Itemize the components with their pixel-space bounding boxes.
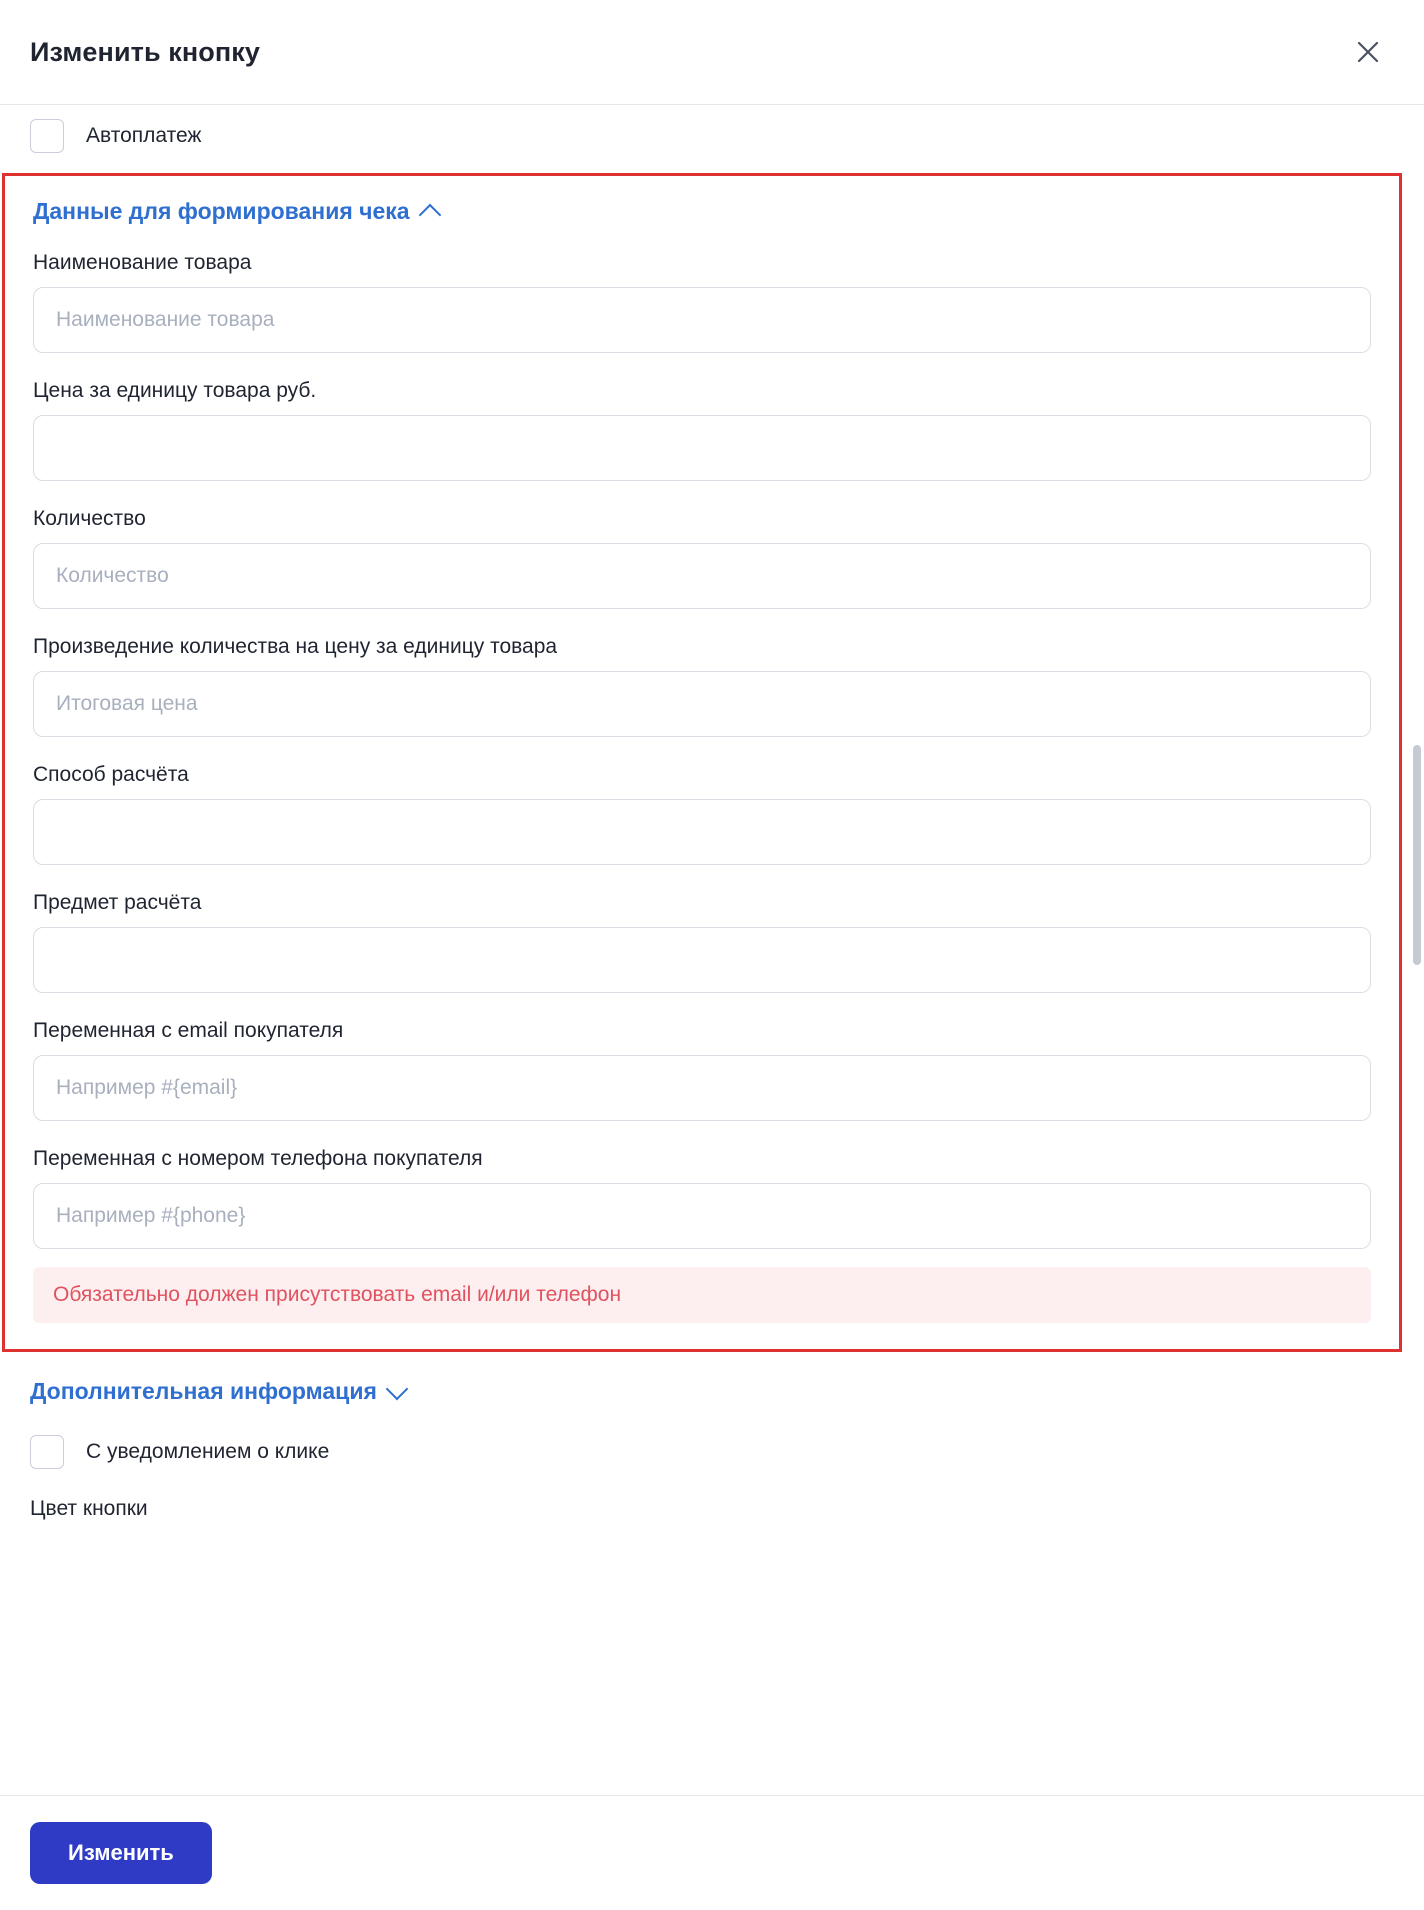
click-notice-row[interactable]	[0, 1405, 1424, 1475]
total-price-input[interactable]	[33, 671, 1371, 737]
receipt-section-toggle[interactable]	[33, 198, 1371, 225]
chevron-up-icon	[418, 203, 441, 226]
product-name-input[interactable]	[33, 287, 1371, 353]
chevron-down-icon	[386, 1377, 409, 1400]
scrollbar-thumb[interactable]	[1413, 745, 1421, 965]
autopay-label: Автоплатеж	[86, 124, 202, 147]
field-quantity	[33, 507, 1371, 609]
validation-error-message: Обязательно должен присутствовать email и/или телефон	[33, 1267, 1371, 1323]
payment-method-input[interactable]	[33, 799, 1371, 865]
quantity-input[interactable]	[33, 543, 1371, 609]
additional-info-title: Дополнительная информация	[30, 1378, 377, 1404]
close-icon[interactable]	[1346, 30, 1390, 74]
field-label: Предмет расчёта	[33, 891, 202, 914]
button-color-label: Цвет кнопки	[30, 1497, 148, 1520]
autopay-checkbox[interactable]	[30, 119, 64, 153]
field-label: Цена за единицу товара руб.	[33, 379, 317, 402]
field-label: Способ расчёта	[33, 763, 189, 786]
field-email-variable	[33, 1019, 1371, 1121]
field-label: Количество	[33, 507, 146, 530]
additional-info-toggle[interactable]	[30, 1378, 1394, 1405]
unit-price-input[interactable]	[33, 415, 1371, 481]
click-notice-label: С уведомлением о клике	[86, 1440, 330, 1463]
payment-subject-input[interactable]	[33, 927, 1371, 993]
field-product-name	[33, 251, 1371, 353]
field-label: Произведение количества на цену за единицу товара	[33, 635, 558, 658]
receipt-data-section	[2, 173, 1402, 1352]
modal-body	[0, 105, 1424, 1795]
additional-info-section	[0, 1352, 1424, 1405]
phone-variable-input[interactable]	[33, 1183, 1371, 1249]
field-label: Наименование товара	[33, 251, 252, 274]
field-total-price	[33, 635, 1371, 737]
field-payment-subject	[33, 891, 1371, 993]
submit-button[interactable]: Изменить	[30, 1822, 212, 1884]
field-label: Переменная с email покупателя	[33, 1019, 344, 1042]
autopay-row[interactable]	[0, 105, 1424, 159]
page-title: Изменить кнопку	[30, 36, 261, 67]
field-payment-method	[33, 763, 1371, 865]
modal-footer	[0, 1795, 1424, 1910]
email-variable-input[interactable]	[33, 1055, 1371, 1121]
modal-header	[0, 0, 1424, 105]
receipt-section-title: Данные для формирования чека	[33, 198, 410, 224]
click-notice-checkbox[interactable]	[30, 1435, 64, 1469]
field-unit-price	[33, 379, 1371, 481]
field-label: Переменная с номером телефона покупателя	[33, 1147, 483, 1170]
field-phone-variable	[33, 1147, 1371, 1323]
